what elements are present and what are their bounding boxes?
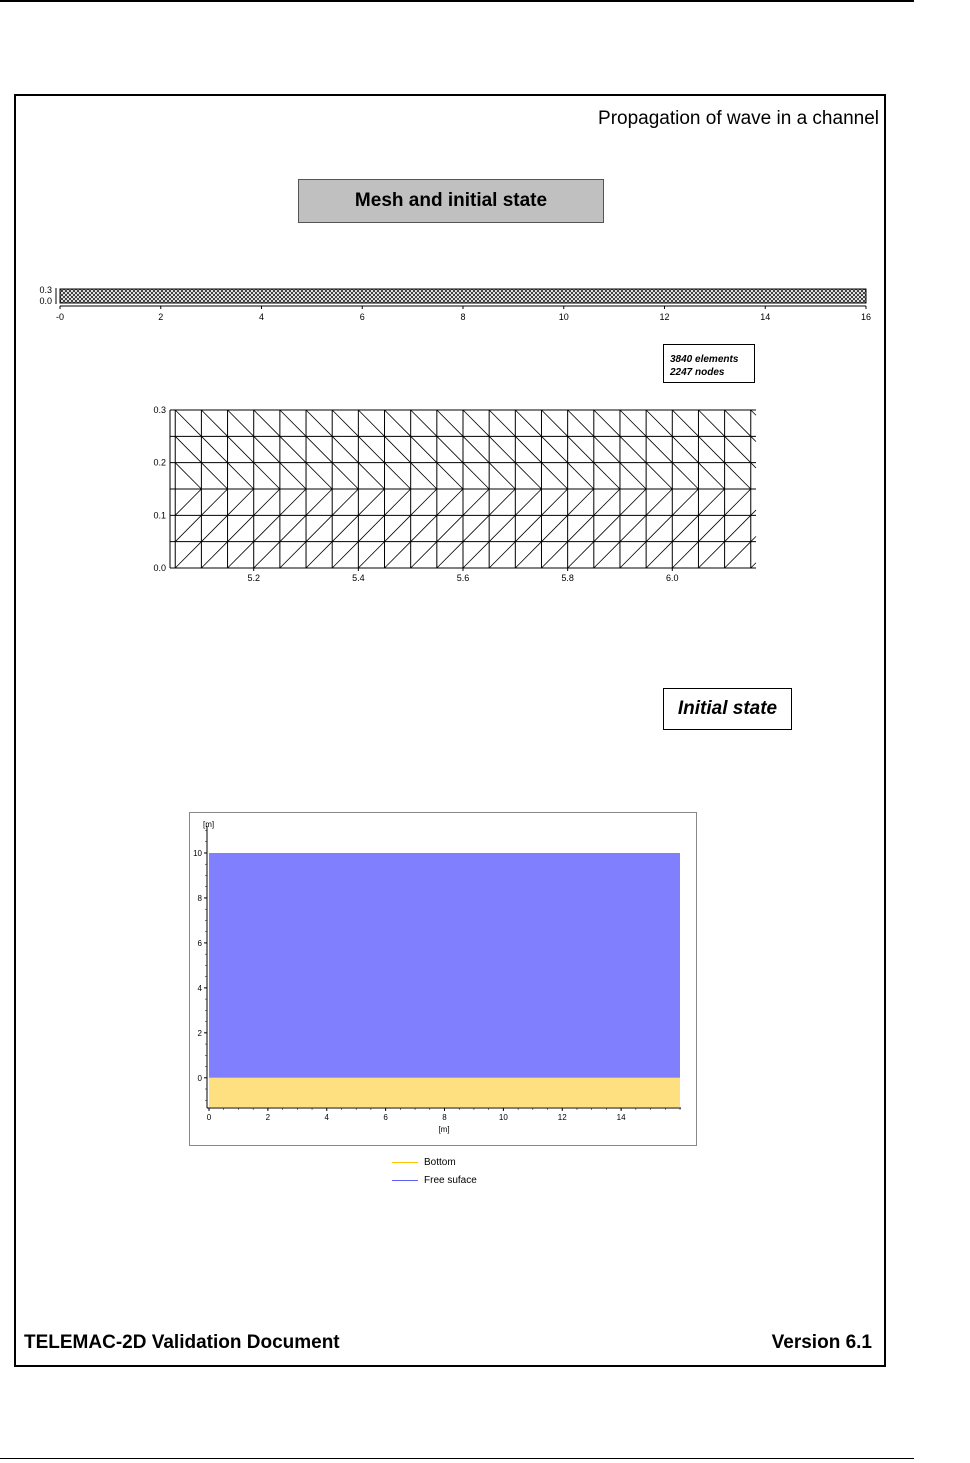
mesh-diagonal xyxy=(385,410,411,436)
overview-y-tick-label: 0.3 xyxy=(39,285,52,295)
mesh-diagonal xyxy=(541,463,567,489)
mesh-diagonal xyxy=(463,515,489,541)
mesh-diagonal xyxy=(594,463,620,489)
mesh-diagonal xyxy=(385,542,411,568)
area-x-tick-label: 14 xyxy=(616,1113,626,1122)
overview-x-tick-label: 4 xyxy=(258,312,265,322)
mesh-diagonal xyxy=(175,515,201,541)
area-series-1 xyxy=(209,853,680,1078)
mesh-diagonal xyxy=(672,542,698,568)
mesh-diagonal xyxy=(698,542,724,568)
mesh-diagonal xyxy=(620,436,646,462)
mesh-diagonal xyxy=(306,410,332,436)
mesh-diagonal xyxy=(594,410,620,436)
mesh-diagonal xyxy=(541,515,567,541)
overview-y-tick-label: 0.0 xyxy=(39,296,52,306)
mesh-diagonal xyxy=(280,542,306,568)
zoom-x-tick-label: 5.4 xyxy=(352,573,365,583)
zoom-y-tick-label: 0.1 xyxy=(153,510,166,521)
mesh-diagonal xyxy=(280,410,306,436)
mesh-diagonal xyxy=(568,463,594,489)
mesh-diagonal xyxy=(751,510,756,515)
mesh-diagonal xyxy=(175,463,201,489)
mesh-diagonal xyxy=(489,436,515,462)
mesh-diagonal xyxy=(228,542,254,568)
overview-x-tick-label: 8 xyxy=(460,312,466,322)
mesh-diagonal xyxy=(358,542,384,568)
legend-item-bottom xyxy=(392,1153,477,1171)
mesh-diagonal xyxy=(751,463,756,468)
mesh-diagonal xyxy=(437,463,463,489)
mesh-diagonal xyxy=(620,542,646,568)
overview-x-tick-label: 16 xyxy=(860,312,872,322)
mesh-diagonal xyxy=(228,410,254,436)
mesh-diagonal xyxy=(411,542,437,568)
mesh-diagonal xyxy=(254,515,280,541)
page-bottom-rule xyxy=(0,1458,914,1459)
area-y-tick-label: 4 xyxy=(197,983,202,993)
mesh-diagonal xyxy=(568,542,594,568)
mesh-diagonal xyxy=(463,410,489,436)
page-top-rule xyxy=(0,0,914,2)
area-y-tick-label: 2 xyxy=(197,1028,202,1038)
initial-state-chart xyxy=(189,812,697,1146)
mesh-elements-count: 3840 elements xyxy=(670,354,739,365)
footer-version: Version 6.1 xyxy=(771,1332,872,1353)
mesh-diagonal xyxy=(175,542,201,568)
mesh-diagonal xyxy=(201,515,227,541)
mesh-diagonal xyxy=(489,489,515,515)
mesh-diagonal xyxy=(358,489,384,515)
mesh-diagonal xyxy=(358,515,384,541)
overview-x-tick-label: 12 xyxy=(659,312,670,322)
mesh-diagonal xyxy=(175,410,201,436)
mesh-diagonal xyxy=(515,515,541,541)
mesh-diagonal xyxy=(646,515,672,541)
mesh-diagonal xyxy=(411,463,437,489)
mesh-diagonal xyxy=(489,542,515,568)
mesh-diagonal xyxy=(201,436,227,462)
area-x-tick-label: 4 xyxy=(324,1113,329,1122)
mesh-diagonal xyxy=(306,463,332,489)
legend-label-free-surface: Free suface xyxy=(424,1174,477,1186)
mesh-diagonal xyxy=(672,489,698,515)
mesh-diagonal xyxy=(306,489,332,515)
area-y-tick-label: 8 xyxy=(197,893,202,903)
overview-x-tick-label: 2 xyxy=(158,312,164,322)
mesh-diagonal xyxy=(228,463,254,489)
mesh-diagonal xyxy=(175,489,201,515)
legend-item-free-surface xyxy=(392,1171,477,1189)
mesh-diagonal xyxy=(515,542,541,568)
mesh-diagonal xyxy=(254,463,280,489)
area-y-tick-label: 0 xyxy=(197,1073,202,1083)
mesh-diagonal xyxy=(594,515,620,541)
mesh-diagonal xyxy=(463,489,489,515)
mesh-diagonal xyxy=(254,542,280,568)
mesh-diagonal xyxy=(437,542,463,568)
mesh-diagonal xyxy=(254,436,280,462)
footer-document-name: TELEMAC-2D Validation Document xyxy=(24,1332,340,1353)
mesh-diagonal xyxy=(515,489,541,515)
mesh-diagonal xyxy=(568,515,594,541)
mesh-overview-body xyxy=(60,289,866,303)
mesh-diagonal xyxy=(725,436,751,462)
area-x-tick-label: 6 xyxy=(383,1113,388,1122)
mesh-diagonal xyxy=(385,436,411,462)
overview-x-tick-label: 6 xyxy=(359,312,365,322)
overview-x-tick-label: 10 xyxy=(558,312,569,322)
mesh-diagonal xyxy=(594,542,620,568)
area-xlabel: [m] xyxy=(438,1125,450,1134)
mesh-diagonal xyxy=(306,515,332,541)
mesh-diagonal xyxy=(725,463,751,489)
mesh-diagonal xyxy=(698,436,724,462)
legend-label-bottom: Bottom xyxy=(424,1156,456,1168)
mesh-diagonal xyxy=(463,436,489,462)
zoom-x-tick-label: 5.2 xyxy=(247,573,260,583)
mesh-diagonal xyxy=(672,463,698,489)
mesh-diagonal xyxy=(620,463,646,489)
area-series-0 xyxy=(209,1078,680,1107)
mesh-diagonal xyxy=(411,436,437,462)
chart-legend xyxy=(392,1153,477,1189)
mesh-diagonal xyxy=(358,463,384,489)
mesh-diagonal xyxy=(201,489,227,515)
mesh-diagonal xyxy=(201,410,227,436)
mesh-diagonal xyxy=(568,436,594,462)
mesh-diagonal xyxy=(698,515,724,541)
mesh-diagonal xyxy=(646,489,672,515)
mesh-diagonal xyxy=(725,410,751,436)
mesh-diagonal xyxy=(646,436,672,462)
mesh-diagonal xyxy=(541,542,567,568)
mesh-diagonal xyxy=(568,489,594,515)
mesh-diagonal xyxy=(332,542,358,568)
mesh-diagonal xyxy=(280,463,306,489)
mesh-diagonal xyxy=(228,489,254,515)
mesh-diagonal xyxy=(646,463,672,489)
zoom-y-tick-label: 0.2 xyxy=(153,457,166,468)
mesh-diagonal xyxy=(411,410,437,436)
mesh-diagonal xyxy=(385,463,411,489)
document-frame xyxy=(14,94,886,1367)
mesh-diagonal xyxy=(280,515,306,541)
mesh-diagonal xyxy=(358,410,384,436)
area-ylabel: [m] xyxy=(203,820,215,829)
mesh-diagonal xyxy=(751,410,756,415)
mesh-diagonal xyxy=(332,410,358,436)
mesh-diagonal xyxy=(254,410,280,436)
mesh-diagonal xyxy=(646,542,672,568)
area-x-tick-label: 0 xyxy=(206,1113,212,1122)
zoom-x-tick-label: 5.6 xyxy=(456,573,470,583)
mesh-diagonal xyxy=(385,489,411,515)
area-x-tick-label: 8 xyxy=(442,1113,447,1122)
mesh-diagonal xyxy=(306,436,332,462)
mesh-diagonal xyxy=(515,410,541,436)
mesh-info-box xyxy=(663,344,755,383)
mesh-diagonal xyxy=(411,515,437,541)
mesh-diagonal xyxy=(672,515,698,541)
zoom-x-tick-label: 6.0 xyxy=(666,573,679,583)
mesh-diagonal xyxy=(620,489,646,515)
mesh-diagonal xyxy=(725,489,751,515)
mesh-diagonal xyxy=(358,436,384,462)
mesh-diagonal xyxy=(620,410,646,436)
mesh-diagonal xyxy=(228,436,254,462)
mesh-diagonal xyxy=(437,410,463,436)
mesh-diagonal xyxy=(541,436,567,462)
area-x-tick-label: 10 xyxy=(498,1113,508,1122)
mesh-zoom-chart xyxy=(136,402,766,592)
legend-swatch-free-surface xyxy=(392,1180,418,1181)
overview-x-tick-label: 14 xyxy=(760,312,771,322)
mesh-diagonal xyxy=(672,436,698,462)
mesh-diagonal xyxy=(463,463,489,489)
mesh-diagonal xyxy=(541,489,567,515)
mesh-diagonal xyxy=(280,489,306,515)
mesh-diagonal xyxy=(594,489,620,515)
mesh-diagonal xyxy=(437,515,463,541)
mesh-diagonal xyxy=(515,463,541,489)
mesh-diagonal xyxy=(698,410,724,436)
mesh-diagonal xyxy=(725,515,751,541)
mesh-diagonal xyxy=(515,436,541,462)
mesh-diagonal xyxy=(332,515,358,541)
mesh-diagonal xyxy=(751,436,756,441)
mesh-diagonal xyxy=(751,536,756,541)
mesh-diagonal xyxy=(306,542,332,568)
area-y-tick-label: 6 xyxy=(197,938,202,948)
mesh-diagonal xyxy=(568,410,594,436)
mesh-diagonal xyxy=(646,410,672,436)
zoom-y-tick-label: 0.0 xyxy=(153,563,166,573)
overview-x-tick-label: -0 xyxy=(55,312,65,322)
section-heading: Mesh and initial state xyxy=(298,179,604,223)
area-x-tick-label: 2 xyxy=(265,1113,271,1122)
mesh-diagonal xyxy=(698,489,724,515)
mesh-diagonal xyxy=(594,436,620,462)
mesh-diagonal xyxy=(332,436,358,462)
initial-state-heading: Initial state xyxy=(663,688,792,730)
zoom-x-tick-label: 5.8 xyxy=(561,573,574,583)
mesh-overview-chart xyxy=(16,281,884,331)
mesh-diagonal xyxy=(437,489,463,515)
mesh-diagonal xyxy=(201,542,227,568)
mesh-diagonal xyxy=(385,515,411,541)
mesh-diagonal xyxy=(620,515,646,541)
mesh-diagonal xyxy=(411,489,437,515)
mesh-diagonal xyxy=(201,463,227,489)
mesh-nodes-count: 2247 nodes xyxy=(670,367,725,378)
mesh-diagonal xyxy=(489,463,515,489)
area-x-tick-label: 12 xyxy=(557,1113,567,1122)
mesh-diagonal xyxy=(437,436,463,462)
document-title: Propagation of wave in a channel xyxy=(598,108,879,129)
mesh-diagonal xyxy=(489,410,515,436)
area-y-tick-label: 10 xyxy=(193,848,202,858)
legend-swatch-bottom xyxy=(392,1162,418,1163)
mesh-diagonal xyxy=(672,410,698,436)
mesh-diagonal xyxy=(228,515,254,541)
mesh-diagonal xyxy=(489,515,515,541)
mesh-diagonal xyxy=(280,436,306,462)
mesh-diagonal xyxy=(751,563,756,568)
mesh-diagonal xyxy=(463,542,489,568)
zoom-y-tick-label: 0.3 xyxy=(153,405,166,415)
mesh-diagonal xyxy=(725,542,751,568)
mesh-diagonal xyxy=(254,489,280,515)
mesh-diagonal xyxy=(332,463,358,489)
mesh-diagonal xyxy=(541,410,567,436)
mesh-diagonal xyxy=(698,463,724,489)
mesh-diagonal xyxy=(175,436,201,462)
mesh-diagonal xyxy=(332,489,358,515)
